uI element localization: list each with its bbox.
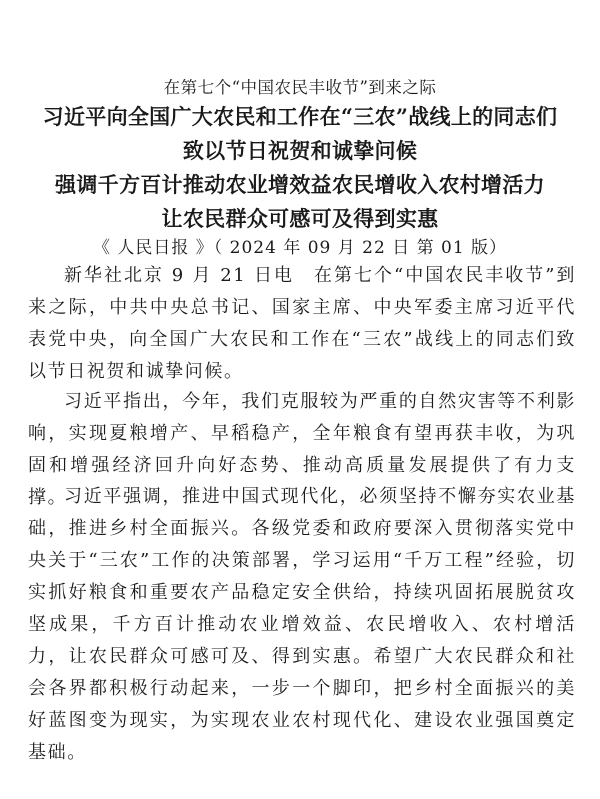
title-line-1: 习近平向全国广大农民和工作在“三农”战线上的同志们 <box>42 104 558 129</box>
paragraph-1: 新华社北京 9 月 21 日电 在第七个“中国农民丰收节”到来之际，中共中央总书记、国家主席、中央军委主席习近平代表党中央，向全国广大农民和工作在“三农”战线上的同志们致以节日祝贺和诚挚问候。 <box>28 265 576 382</box>
pre-title: 在第七个“中国农民丰收节”到来之际 <box>163 78 437 97</box>
paragraph-2: 习近平指出，今年，我们克服较为严重的自然灾害等不利影响，实现夏粮增产、早稻稳产，全年粮食有望再获丰收，为巩固和增强经济回升向好态势、推动高质量发展提供了有力支撑。 <box>28 391 576 508</box>
title-line-2: 致以节日祝贺和诚挚问候 <box>182 138 418 163</box>
subtitle-line-1: 强调千方百计推动农业增效益农民增收入农村增活力 <box>55 172 545 197</box>
source-line: 《 人民日报 》（ 2024 年 09 月 22 日 第 01 版） <box>92 238 508 258</box>
subtitle-line-2: 让农民群众可感可及得到实惠 <box>161 206 439 231</box>
paragraph-3: 习近平强调，推进中国式现代化，必须坚持不懈夯实农业基础，推进乡村全面振兴。各级党委和政府要深入贯彻落实党中央关于“三农”工作的决策部署，学习运用“千万工程”经验，切实抓好粮食和重要农产品稳定安全供给，持续巩固拓展脱贫攻坚成果，千方百计推动农业增效益、农民增收入、农村增活力，让农民群众可感可及、得到实惠。希望广大农民群众和社会各界都积极行动起来，一步一个脚印，把乡村全面振兴的美好蓝图变为现实，为实现农业农村现代化、建设农业强国奠定基础。 <box>28 486 576 763</box>
